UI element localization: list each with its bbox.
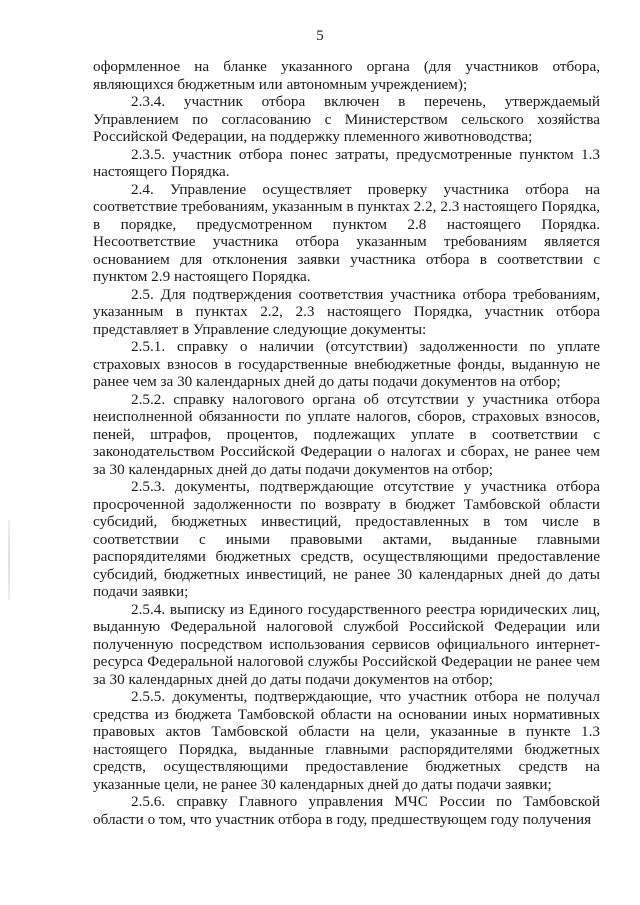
paragraph: 2.5.6. справку Главного управления МЧС России по Тамбовской области о том, что участник отбора в году, предшествующем году получения <box>93 793 600 828</box>
paragraph: 2.5.2. справку налогового органа об отсутствии у участника отбора неисполненной обязанности по уплате налогов, сборов, страховых взносов, пеней, штрафов, процентов, подлежащих уплате в соответствии с законодательством Российской Федерации о налогах и сборах, не ранее чем за 30 календарных дней до даты подачи документов на отбор; <box>93 390 600 478</box>
paragraph: 2.5.5. документы, подтверждающие, что участник отбора не получал средства из бюджета Тамбовской области на основании иных нормативных правовых актов Тамбовской области на цели, указанные в пункте 1.3 настоящего Порядка, выданные главными распорядителями бюджетных средств, осуществляющими предоставление бюджетных средств на указанные цели, не ранее 30 календарных дней до даты подачи заявки; <box>93 688 600 793</box>
paragraph: 2.5. Для подтверждения соответствия участника отбора требованиям, указанным в пунктах 2.2, 2.3 настоящего Порядка, участник отбора представляет в Управление следующие документы: <box>93 285 600 338</box>
paragraph: 2.5.1. справку о наличии (отсутствии) задолженности по уплате страховых взносов в государственные внебюджетные фонды, выданную не ранее чем за 30 календарных дней до даты подачи документов на отбор; <box>93 338 600 390</box>
document-body <box>93 58 600 828</box>
paragraph: 2.3.4. участник отбора включен в перечень, утверждаемый Управлением по согласованию с Министерством сельского хозяйства Российской Федерации, на поддержку племенного животноводства; <box>93 93 600 145</box>
scan-margin-mark <box>8 520 10 600</box>
page-number: 5 <box>316 28 324 44</box>
paragraph: 2.4. Управление осуществляет проверку участника отбора на соответствие требованиям, указанным в пунктах 2.2, 2.3 настоящего Порядка, в порядке, предусмотренном пунктом 2.8 настоящего Порядка. Несоответствие участника отбора указанным требованиям является основанием для отклонения заявки участника отбора в соответствии с пунктом 2.9 настоящего Порядка. <box>93 180 600 285</box>
paragraph: 2.5.3. документы, подтверждающие отсутствие у участника отбора просроченной задолженности по возврату в бюджет Тамбовской области субсидий, бюджетных инвестиций, предоставленных в том числе в соответствии с иными правовыми актами, выданные главными распорядителями бюджетных средств, осуществляющими предоставление субсидий, бюджетных инвестиций, не ранее 30 календарных дней до даты подачи заявки; <box>93 478 600 600</box>
paragraph: оформленное на бланке указанного органа (для участников отбора, являющихся бюджетным или автономным учреждением); <box>93 58 600 93</box>
paragraph: 2.3.5. участник отбора понес затраты, предусмотренные пунктом 1.3 настоящего Порядка. <box>93 145 600 180</box>
paragraph: 2.5.4. выписку из Единого государственного реестра юридических лиц, выданную Федеральной налоговой службой Российской Федерации или полученную посредством использования сервисов официального интернет-ресурса Федеральной налоговой службы Российской Федерации не ранее чем за 30 календарных дней до даты подачи документов на отбор; <box>93 600 600 688</box>
